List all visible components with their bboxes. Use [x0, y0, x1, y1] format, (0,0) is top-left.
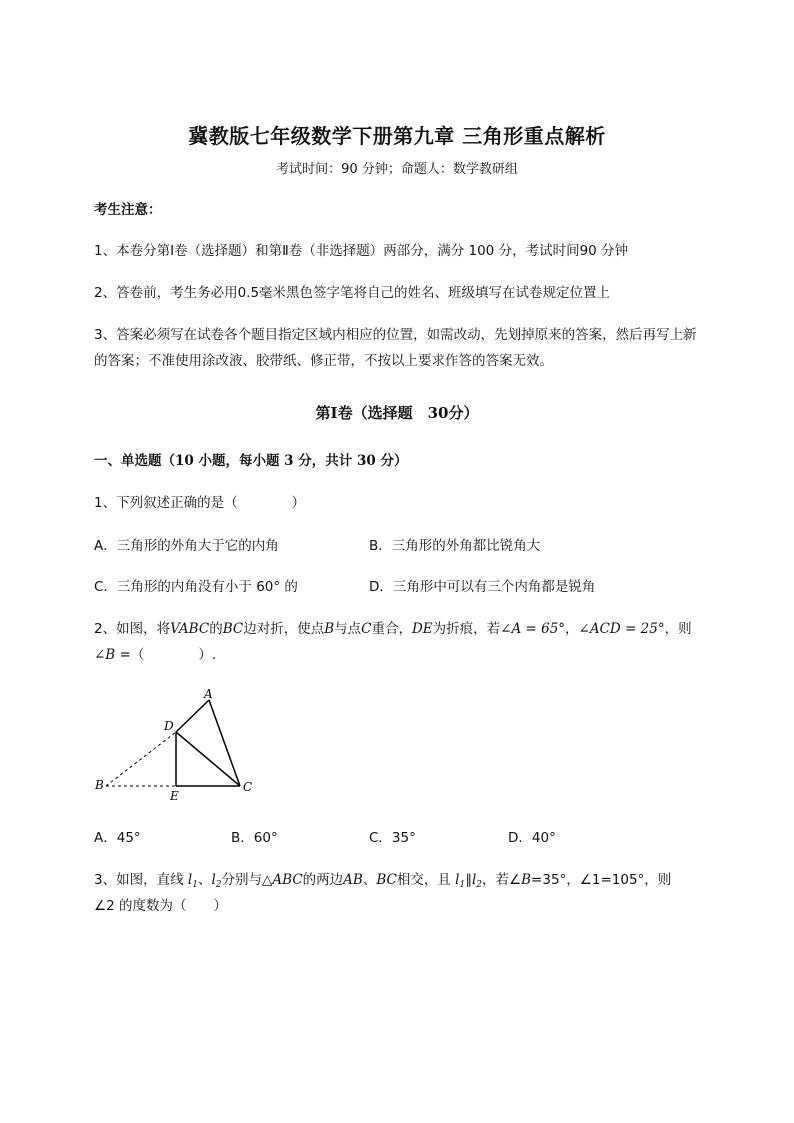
q1-stem: 1、下列叙述正确的是（ ） — [94, 495, 306, 511]
q2-stem-line2: ∠B =（ ）. — [94, 647, 217, 663]
q2-triangle-figure — [90, 688, 270, 803]
q3-stem-line1: 3、如图，直线 $l_1$、$l_2$分别与△ABC的两边AB、BC相交，且 $l_1\parallel l_2$，若∠B=35°，∠1=105°，则 — [94, 872, 672, 890]
q2-option-a: A．45° — [94, 830, 141, 846]
q1-option-a: A．三角形的外角大于它的内角 — [94, 538, 279, 554]
dashed-segment-BD — [106, 732, 176, 786]
exam-subtitle: 考试时间：90 分钟；命题人：数学教研组 — [276, 162, 518, 177]
notice-heading: 考生注意： — [94, 202, 162, 218]
label-C: C — [243, 780, 253, 794]
notice-item-3: 3、答案必须写在试卷各个题目指定区域内相应的位置，如需改动，先划掉原来的答案，然后再写上新 — [94, 327, 697, 343]
label-B: B — [95, 778, 104, 792]
segment-DA — [176, 700, 209, 732]
q2-stem-line1: 2、如图，将VABC的BC边对折，使点B与点C重合，DE为折痕，若∠A = 65°，∠ACD = 25°，则 — [94, 621, 692, 637]
q1-option-b: B．三角形的外角都比锐角大 — [369, 538, 541, 554]
q2-option-c: C．35° — [369, 830, 416, 846]
label-A: A — [204, 688, 213, 701]
page-title: 冀教版七年级数学下册第九章 三角形重点解析 — [188, 124, 606, 148]
q1-option-c: C．三角形的内角没有小于 60° 的 — [94, 579, 298, 595]
q3-stem-line2: ∠2 的度数为（ ） — [94, 898, 227, 914]
label-D: D — [164, 719, 174, 733]
label-E: E — [170, 789, 179, 803]
q2-option-b: B．60° — [231, 830, 278, 846]
notice-item-3-cont: 的答案；不准使用涂改液、胶带纸、修正带，不按以上要求作答的答案无效。 — [94, 353, 553, 369]
section-title: 第Ⅰ卷（选择题 30分） — [315, 404, 479, 422]
notice-item-1: 1、本卷分第Ⅰ卷（选择题）和第Ⅱ卷（非选择题）两部分，满分 100 分，考试时间90 分钟 — [94, 243, 629, 259]
q2-option-d: D．40° — [508, 830, 556, 846]
part-heading: 一、单选题（10 小题，每小题 3 分，共计 30 分） — [94, 453, 408, 469]
notice-item-2: 2、答卷前，考生务必用0.5毫米黑色签字笔将自己的姓名、班级填写在试卷规定位置上 — [94, 285, 611, 301]
q1-option-d: D．三角形中可以有三个内角都是锐角 — [369, 579, 596, 595]
